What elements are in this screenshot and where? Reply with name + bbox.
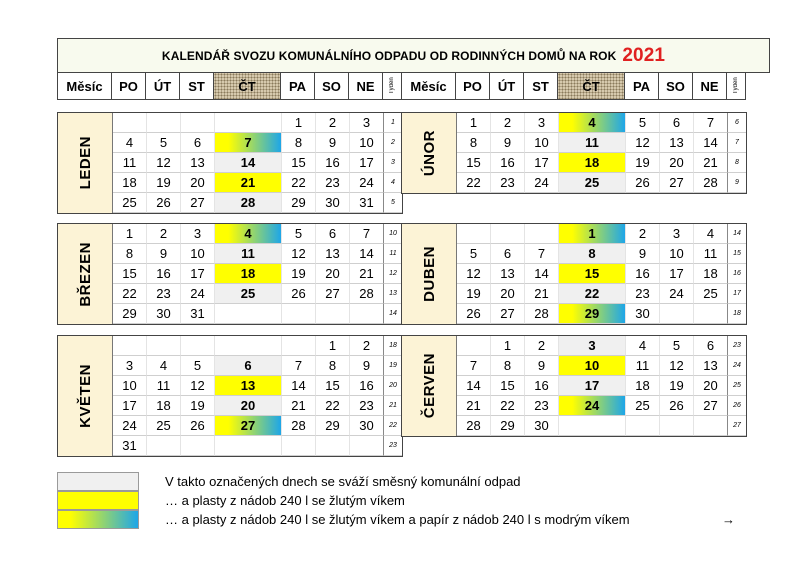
day-cell: 27 xyxy=(694,396,728,416)
page-title xyxy=(57,38,770,73)
week-number: 3 xyxy=(384,153,402,173)
month-brezen xyxy=(57,223,403,325)
day-cell: 4 xyxy=(559,113,626,133)
day-cell: 27 xyxy=(660,173,694,193)
day-cell: 18 xyxy=(147,396,181,416)
header-day-6: NE xyxy=(693,73,727,99)
day-cell: 23 xyxy=(316,173,350,193)
month-grid xyxy=(457,336,746,436)
day-cell: 15 xyxy=(457,153,491,173)
day-cell xyxy=(215,304,282,324)
header-day-5: SO xyxy=(659,73,693,99)
week-number: 11 xyxy=(384,244,402,264)
day-cell: 16 xyxy=(147,264,181,284)
day-cell: 11 xyxy=(147,376,181,396)
day-cell xyxy=(282,436,316,456)
day-cell: 16 xyxy=(350,376,384,396)
legend-swatch-gray xyxy=(57,472,139,491)
day-cell: 23 xyxy=(350,396,384,416)
day-cell: 28 xyxy=(215,193,282,213)
day-cell xyxy=(626,416,660,436)
week-number: 17 xyxy=(728,284,746,304)
day-cell: 11 xyxy=(113,153,147,173)
day-cell: 17 xyxy=(525,153,559,173)
day-cell: 9 xyxy=(525,356,559,376)
day-cell: 8 xyxy=(113,244,147,264)
header-month-label: Měsíc xyxy=(402,73,456,99)
day-cell: 29 xyxy=(282,193,316,213)
day-cell xyxy=(660,304,694,324)
day-cell: 24 xyxy=(350,173,384,193)
day-cell: 25 xyxy=(113,193,147,213)
month-name: ÚNOR xyxy=(420,129,438,177)
month-leden xyxy=(57,112,403,214)
day-cell xyxy=(113,113,147,133)
week-number: 16 xyxy=(728,264,746,284)
day-cell: 4 xyxy=(113,133,147,153)
day-cell: 28 xyxy=(282,416,316,436)
day-cell: 31 xyxy=(350,193,384,213)
day-cell: 26 xyxy=(626,173,660,193)
legend-text-2: … a plasty z nádob 240 l se žlutým víkem xyxy=(165,493,405,508)
day-cell: 10 xyxy=(559,356,626,376)
day-cell: 6 xyxy=(316,224,350,244)
day-cell: 7 xyxy=(350,224,384,244)
month-name-box xyxy=(58,336,113,456)
day-cell: 2 xyxy=(491,113,525,133)
day-cell: 16 xyxy=(316,153,350,173)
day-cell xyxy=(559,416,626,436)
day-cell: 8 xyxy=(457,133,491,153)
header-day-2: ST xyxy=(524,73,558,99)
week-number: 23 xyxy=(384,436,402,456)
day-cell: 16 xyxy=(491,153,525,173)
day-cell: 27 xyxy=(215,416,282,436)
day-cell: 15 xyxy=(559,264,626,284)
day-cell: 11 xyxy=(559,133,626,153)
legend-swatch-yellow xyxy=(57,491,139,510)
legend-text-1: V takto označených dnech se sváží směsný komunální odpad xyxy=(165,474,521,489)
day-cell xyxy=(282,336,316,356)
day-cell: 6 xyxy=(491,244,525,264)
day-cell: 24 xyxy=(525,173,559,193)
day-cell: 30 xyxy=(626,304,660,324)
day-cell xyxy=(181,336,215,356)
day-cell xyxy=(457,224,491,244)
day-cell: 24 xyxy=(181,284,215,304)
week-number: 26 xyxy=(728,396,746,416)
day-cell: 16 xyxy=(525,376,559,396)
day-cell: 20 xyxy=(181,173,215,193)
month-grid xyxy=(457,224,746,324)
day-cell: 31 xyxy=(113,436,147,456)
header-week-label: Týden xyxy=(389,77,395,95)
day-cell xyxy=(316,436,350,456)
day-cell: 2 xyxy=(626,224,660,244)
day-cell: 5 xyxy=(181,356,215,376)
month-grid xyxy=(113,224,402,324)
day-cell: 29 xyxy=(559,304,626,324)
day-cell: 23 xyxy=(626,284,660,304)
day-cell: 7 xyxy=(694,113,728,133)
day-cell: 14 xyxy=(282,376,316,396)
day-cell: 10 xyxy=(181,244,215,264)
day-cell: 7 xyxy=(215,133,282,153)
day-cell: 2 xyxy=(525,336,559,356)
day-cell: 25 xyxy=(626,396,660,416)
day-cell xyxy=(181,436,215,456)
legend-swatch-yellow-blue xyxy=(57,510,139,529)
day-cell: 12 xyxy=(626,133,660,153)
day-cell: 18 xyxy=(694,264,728,284)
day-cell: 5 xyxy=(660,336,694,356)
header-day-0: PO xyxy=(456,73,490,99)
day-cell: 18 xyxy=(113,173,147,193)
day-cell: 27 xyxy=(316,284,350,304)
day-cell: 28 xyxy=(350,284,384,304)
day-cell: 30 xyxy=(316,193,350,213)
day-cell: 19 xyxy=(660,376,694,396)
month-kveten xyxy=(57,335,403,457)
day-cell: 8 xyxy=(316,356,350,376)
header-month-label: Měsíc xyxy=(58,73,112,99)
day-cell xyxy=(181,113,215,133)
day-cell: 5 xyxy=(282,224,316,244)
day-cell: 21 xyxy=(457,396,491,416)
day-cell: 22 xyxy=(457,173,491,193)
day-cell: 13 xyxy=(215,376,282,396)
day-cell: 12 xyxy=(147,153,181,173)
day-cell: 3 xyxy=(350,113,384,133)
week-number: 19 xyxy=(384,356,402,376)
week-number: 27 xyxy=(728,416,746,436)
day-cell: 9 xyxy=(316,133,350,153)
header-left xyxy=(57,73,402,100)
month-name: KVĚTEN xyxy=(76,364,94,428)
day-cell: 23 xyxy=(147,284,181,304)
day-cell xyxy=(350,304,384,324)
day-cell: 12 xyxy=(457,264,491,284)
day-cell: 25 xyxy=(215,284,282,304)
month-name: ČERVEN xyxy=(420,353,438,419)
day-cell: 22 xyxy=(316,396,350,416)
week-number: 9 xyxy=(728,173,746,193)
day-cell: 17 xyxy=(113,396,147,416)
day-cell: 20 xyxy=(316,264,350,284)
day-cell: 22 xyxy=(559,284,626,304)
week-number: 14 xyxy=(384,304,402,324)
header-day-3: ČT xyxy=(558,73,625,99)
day-cell: 15 xyxy=(316,376,350,396)
day-cell: 19 xyxy=(147,173,181,193)
day-cell: 28 xyxy=(457,416,491,436)
day-cell: 11 xyxy=(215,244,282,264)
day-cell: 20 xyxy=(215,396,282,416)
month-grid xyxy=(113,113,402,213)
day-cell: 23 xyxy=(491,173,525,193)
day-cell: 4 xyxy=(626,336,660,356)
month-name: DUBEN xyxy=(420,246,438,302)
title-year: 2021 xyxy=(622,44,666,66)
day-cell: 13 xyxy=(316,244,350,264)
day-cell: 21 xyxy=(282,396,316,416)
header-day-3: ČT xyxy=(214,73,281,99)
week-number: 24 xyxy=(728,356,746,376)
day-cell xyxy=(282,304,316,324)
day-cell: 5 xyxy=(457,244,491,264)
day-cell: 3 xyxy=(181,224,215,244)
day-cell: 2 xyxy=(350,336,384,356)
day-cell: 5 xyxy=(626,113,660,133)
day-cell: 29 xyxy=(491,416,525,436)
week-number: 21 xyxy=(384,396,402,416)
day-cell: 11 xyxy=(694,244,728,264)
week-number: 7 xyxy=(728,133,746,153)
day-cell: 17 xyxy=(660,264,694,284)
day-cell: 10 xyxy=(113,376,147,396)
day-cell: 7 xyxy=(525,244,559,264)
month-name-box xyxy=(402,336,457,436)
day-cell: 26 xyxy=(282,284,316,304)
week-number: 22 xyxy=(384,416,402,436)
day-cell: 12 xyxy=(660,356,694,376)
legend-text-3: … a plasty z nádob 240 l se žlutým víkem a papír z nádob 240 l s modrým víkem xyxy=(165,512,630,527)
day-cell xyxy=(457,336,491,356)
day-cell: 6 xyxy=(181,133,215,153)
month-name-box xyxy=(58,113,113,213)
header-day-4: PA xyxy=(625,73,659,99)
day-cell: 7 xyxy=(282,356,316,376)
month-grid xyxy=(113,336,402,456)
day-cell: 3 xyxy=(525,113,559,133)
day-cell: 30 xyxy=(350,416,384,436)
day-cell: 20 xyxy=(694,376,728,396)
day-cell: 26 xyxy=(457,304,491,324)
day-cell: 26 xyxy=(660,396,694,416)
day-cell: 1 xyxy=(113,224,147,244)
day-cell: 5 xyxy=(147,133,181,153)
day-cell: 12 xyxy=(181,376,215,396)
day-cell xyxy=(215,436,282,456)
header-day-1: ÚT xyxy=(146,73,180,99)
day-cell: 28 xyxy=(525,304,559,324)
month-name-box xyxy=(58,224,113,324)
week-number: 14 xyxy=(728,224,746,244)
header-day-4: PA xyxy=(281,73,315,99)
day-cell: 22 xyxy=(282,173,316,193)
week-number: 6 xyxy=(728,113,746,133)
title-text: KALENDÁŘ SVOZU KOMUNÁLNÍHO ODPADU OD RODINNÝCH DOMŮ NA ROK xyxy=(161,48,617,63)
month-name-box xyxy=(402,224,457,324)
day-cell xyxy=(147,113,181,133)
day-cell: 13 xyxy=(181,153,215,173)
day-cell: 14 xyxy=(457,376,491,396)
day-cell: 25 xyxy=(559,173,626,193)
day-cell: 14 xyxy=(350,244,384,264)
week-number: 8 xyxy=(728,153,746,173)
week-number: 18 xyxy=(728,304,746,324)
week-number: 12 xyxy=(384,264,402,284)
day-cell: 3 xyxy=(660,224,694,244)
day-cell: 4 xyxy=(694,224,728,244)
month-name: BŘEZEN xyxy=(76,241,94,307)
day-cell: 15 xyxy=(282,153,316,173)
day-cell: 8 xyxy=(559,244,626,264)
day-cell: 18 xyxy=(626,376,660,396)
header-day-2: ST xyxy=(180,73,214,99)
day-cell: 8 xyxy=(282,133,316,153)
day-cell: 22 xyxy=(491,396,525,416)
day-cell xyxy=(147,336,181,356)
day-cell: 7 xyxy=(457,356,491,376)
day-cell: 13 xyxy=(660,133,694,153)
day-cell: 21 xyxy=(350,264,384,284)
header-day-6: NE xyxy=(349,73,383,99)
day-cell: 24 xyxy=(113,416,147,436)
day-cell: 1 xyxy=(282,113,316,133)
month-cerven xyxy=(401,335,747,437)
day-cell: 20 xyxy=(660,153,694,173)
day-cell: 15 xyxy=(491,376,525,396)
header-right xyxy=(401,73,746,100)
day-cell: 14 xyxy=(215,153,282,173)
day-cell: 18 xyxy=(559,153,626,173)
day-cell: 1 xyxy=(457,113,491,133)
day-cell: 17 xyxy=(559,376,626,396)
day-cell: 17 xyxy=(181,264,215,284)
day-cell: 17 xyxy=(350,153,384,173)
week-number: 4 xyxy=(384,173,402,193)
day-cell: 19 xyxy=(626,153,660,173)
day-cell: 9 xyxy=(350,356,384,376)
day-cell: 1 xyxy=(491,336,525,356)
day-cell: 19 xyxy=(181,396,215,416)
day-cell xyxy=(147,436,181,456)
day-cell: 14 xyxy=(694,133,728,153)
day-cell: 8 xyxy=(491,356,525,376)
day-cell xyxy=(491,224,525,244)
day-cell: 10 xyxy=(350,133,384,153)
day-cell xyxy=(350,436,384,456)
day-cell: 4 xyxy=(147,356,181,376)
day-cell: 12 xyxy=(282,244,316,264)
day-cell: 9 xyxy=(147,244,181,264)
day-cell: 13 xyxy=(694,356,728,376)
month-grid xyxy=(457,113,746,193)
day-cell: 9 xyxy=(491,133,525,153)
header-day-0: PO xyxy=(112,73,146,99)
month-name-box xyxy=(402,113,457,193)
day-cell xyxy=(316,304,350,324)
day-cell: 29 xyxy=(316,416,350,436)
header-week-label: Týden xyxy=(733,77,739,95)
day-cell: 4 xyxy=(215,224,282,244)
day-cell: 16 xyxy=(626,264,660,284)
day-cell: 25 xyxy=(694,284,728,304)
day-cell: 22 xyxy=(113,284,147,304)
month-unor xyxy=(401,112,747,194)
day-cell: 11 xyxy=(626,356,660,376)
day-cell: 26 xyxy=(147,193,181,213)
day-cell: 3 xyxy=(113,356,147,376)
day-cell: 6 xyxy=(660,113,694,133)
week-number: 2 xyxy=(384,133,402,153)
day-cell: 21 xyxy=(525,284,559,304)
day-cell: 20 xyxy=(491,284,525,304)
day-cell: 24 xyxy=(660,284,694,304)
week-number: 15 xyxy=(728,244,746,264)
day-cell: 2 xyxy=(147,224,181,244)
day-cell xyxy=(525,224,559,244)
month-duben xyxy=(401,223,747,325)
day-cell: 24 xyxy=(559,396,626,416)
day-cell: 29 xyxy=(113,304,147,324)
week-number: 20 xyxy=(384,376,402,396)
day-cell: 23 xyxy=(525,396,559,416)
day-cell: 2 xyxy=(316,113,350,133)
arrow-right-icon: → xyxy=(722,512,735,527)
week-number: 1 xyxy=(384,113,402,133)
day-cell: 30 xyxy=(525,416,559,436)
week-number: 5 xyxy=(384,193,402,213)
day-cell xyxy=(660,416,694,436)
day-cell: 10 xyxy=(525,133,559,153)
day-cell: 21 xyxy=(215,173,282,193)
day-cell: 27 xyxy=(491,304,525,324)
day-cell xyxy=(215,113,282,133)
week-number: 18 xyxy=(384,336,402,356)
month-name: LEDEN xyxy=(76,136,94,190)
day-cell: 13 xyxy=(491,264,525,284)
day-cell: 30 xyxy=(147,304,181,324)
day-cell: 31 xyxy=(181,304,215,324)
header-day-5: SO xyxy=(315,73,349,99)
week-number: 25 xyxy=(728,376,746,396)
day-cell: 15 xyxy=(113,264,147,284)
day-cell: 19 xyxy=(282,264,316,284)
day-cell xyxy=(694,416,728,436)
day-cell: 21 xyxy=(694,153,728,173)
day-cell: 27 xyxy=(181,193,215,213)
day-cell xyxy=(694,304,728,324)
day-cell: 14 xyxy=(525,264,559,284)
day-cell: 10 xyxy=(660,244,694,264)
week-number: 13 xyxy=(384,284,402,304)
day-cell: 1 xyxy=(559,224,626,244)
day-cell: 19 xyxy=(457,284,491,304)
day-cell: 28 xyxy=(694,173,728,193)
header-day-1: ÚT xyxy=(490,73,524,99)
day-cell: 18 xyxy=(215,264,282,284)
day-cell: 26 xyxy=(181,416,215,436)
week-number: 10 xyxy=(384,224,402,244)
day-cell xyxy=(113,336,147,356)
day-cell: 3 xyxy=(559,336,626,356)
day-cell: 1 xyxy=(316,336,350,356)
day-cell: 9 xyxy=(626,244,660,264)
day-cell: 25 xyxy=(147,416,181,436)
day-cell: 6 xyxy=(215,356,282,376)
day-cell xyxy=(215,336,282,356)
week-number: 23 xyxy=(728,336,746,356)
day-cell: 6 xyxy=(694,336,728,356)
